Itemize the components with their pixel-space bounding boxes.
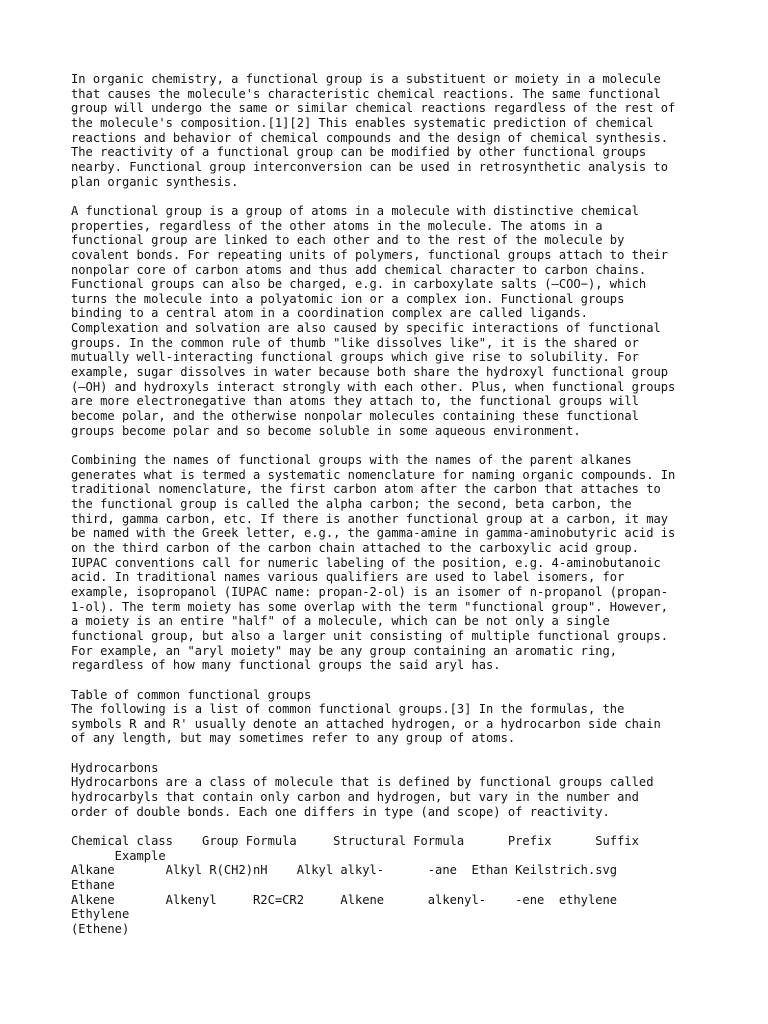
table-intro-paragraph: The following is a list of common functional groups.[3] In the formulas, the symbols R and R' usually denote an attached hydrogen, or a hydrocarbon side chain of any length, but may sometimes refer to any group of atoms. [71,702,661,746]
functional-groups-table: Chemical class Group Formula Structural Formula Prefix Suffix Example Alkane Alkyl R(CH2)nH Alkyl alkyl- -ane Ethan Keilstrich.svg Ethane Alkene Alkenyl R2C=CR2 Alkene alkenyl- -ene ethylene Ethylene (Ethene) [71,834,639,936]
document-page [71,72,711,937]
hydrocarbons-paragraph: Hydrocarbons are a class of molecule that is defined by functional groups called hydrocarbyls that contain only carbon and hydrogen, but vary in the number and order of double bonds. Each one differs in type (and scope) of reactivity. [71,775,654,819]
hydrocarbons-heading: Hydrocarbons [71,760,159,775]
table-section [71,688,711,747]
nomenclature-paragraph: Combining the names of functional groups with the names of the parent alkanes generates what is termed a systematic nomenclature for naming organic compounds. In traditional nomenclature, the first carbon atom after the carbon that attaches to the functional group is called the alpha carbon; the second, beta carbon, the third, gamma carbon, etc. If there is another functional group at a carbon, it may be named with the Greek letter, e.g., the gamma-amine in gamma-aminobutyric acid is on the third carbon of the carbon chain attached to the carboxylic acid group. IUPAC conventions call for numeric labeling of the position, e.g. 4-aminobutanoic acid. In traditional names various qualifiers are used to label isomers, for example, isopropanol (IUPAC name: propan-2-ol) is an isomer of n-propanol (propan- 1-ol). The term moiety has some overlap with the term "functional group". However, a moiety is an entire "half" of a molecule, which can be not only a single functional group, but also a larger unit consisting of multiple functional groups. For example, an "aryl moiety" may be any group containing an aromatic ring, regardless of how many functional groups the said aryl has. [71,453,676,673]
hydrocarbons-section [71,761,711,820]
functional-group-paragraph: A functional group is a group of atoms in a molecule with distinctive chemical properties, regardless of the other atoms in the molecule. The atoms in a functional group are linked to each other and to the rest of the molecule by covalent bonds. For repeating units of polymers, functional groups attach to their nonpolar core of carbon atoms and thus add chemical character to carbon chains. Functional groups can also be charged, e.g. in carboxylate salts (–COO−), which turns the molecule into a polyatomic ion or a complex ion. Functional groups binding to a central atom in a coordination complex are called ligands. Complexation and solvation are also caused by specific interactions of functional groups. In the common rule of thumb "like dissolves like", it is the shared or mutually well-interacting functional groups which give rise to solubility. For example, sugar dissolves in water because both share the hydroxyl functional group (–OH) and hydroxyls interact strongly with each other. Plus, when functional groups are more electronegative than atoms they attach to, the functional groups will become polar, and the otherwise nonpolar molecules containing these functional groups become polar and so become soluble in some aqueous environment. [71,203,676,438]
table-heading: Table of common functional groups [71,687,312,702]
intro-paragraph: In organic chemistry, a functional group is a substituent or moiety in a molecule that causes the molecule's characteristic chemical reactions. The same functional group will undergo the same or similar chemical reactions regardless of the rest of the molecule's composition.[1][2] This enables systematic prediction of chemical reactions and behavior of chemical compounds and the design of chemical synthesis. The reactivity of a functional group can be modified by other functional groups nearby. Functional group interconversion can be used in retrosynthetic analysis to plan organic synthesis. [71,72,676,189]
